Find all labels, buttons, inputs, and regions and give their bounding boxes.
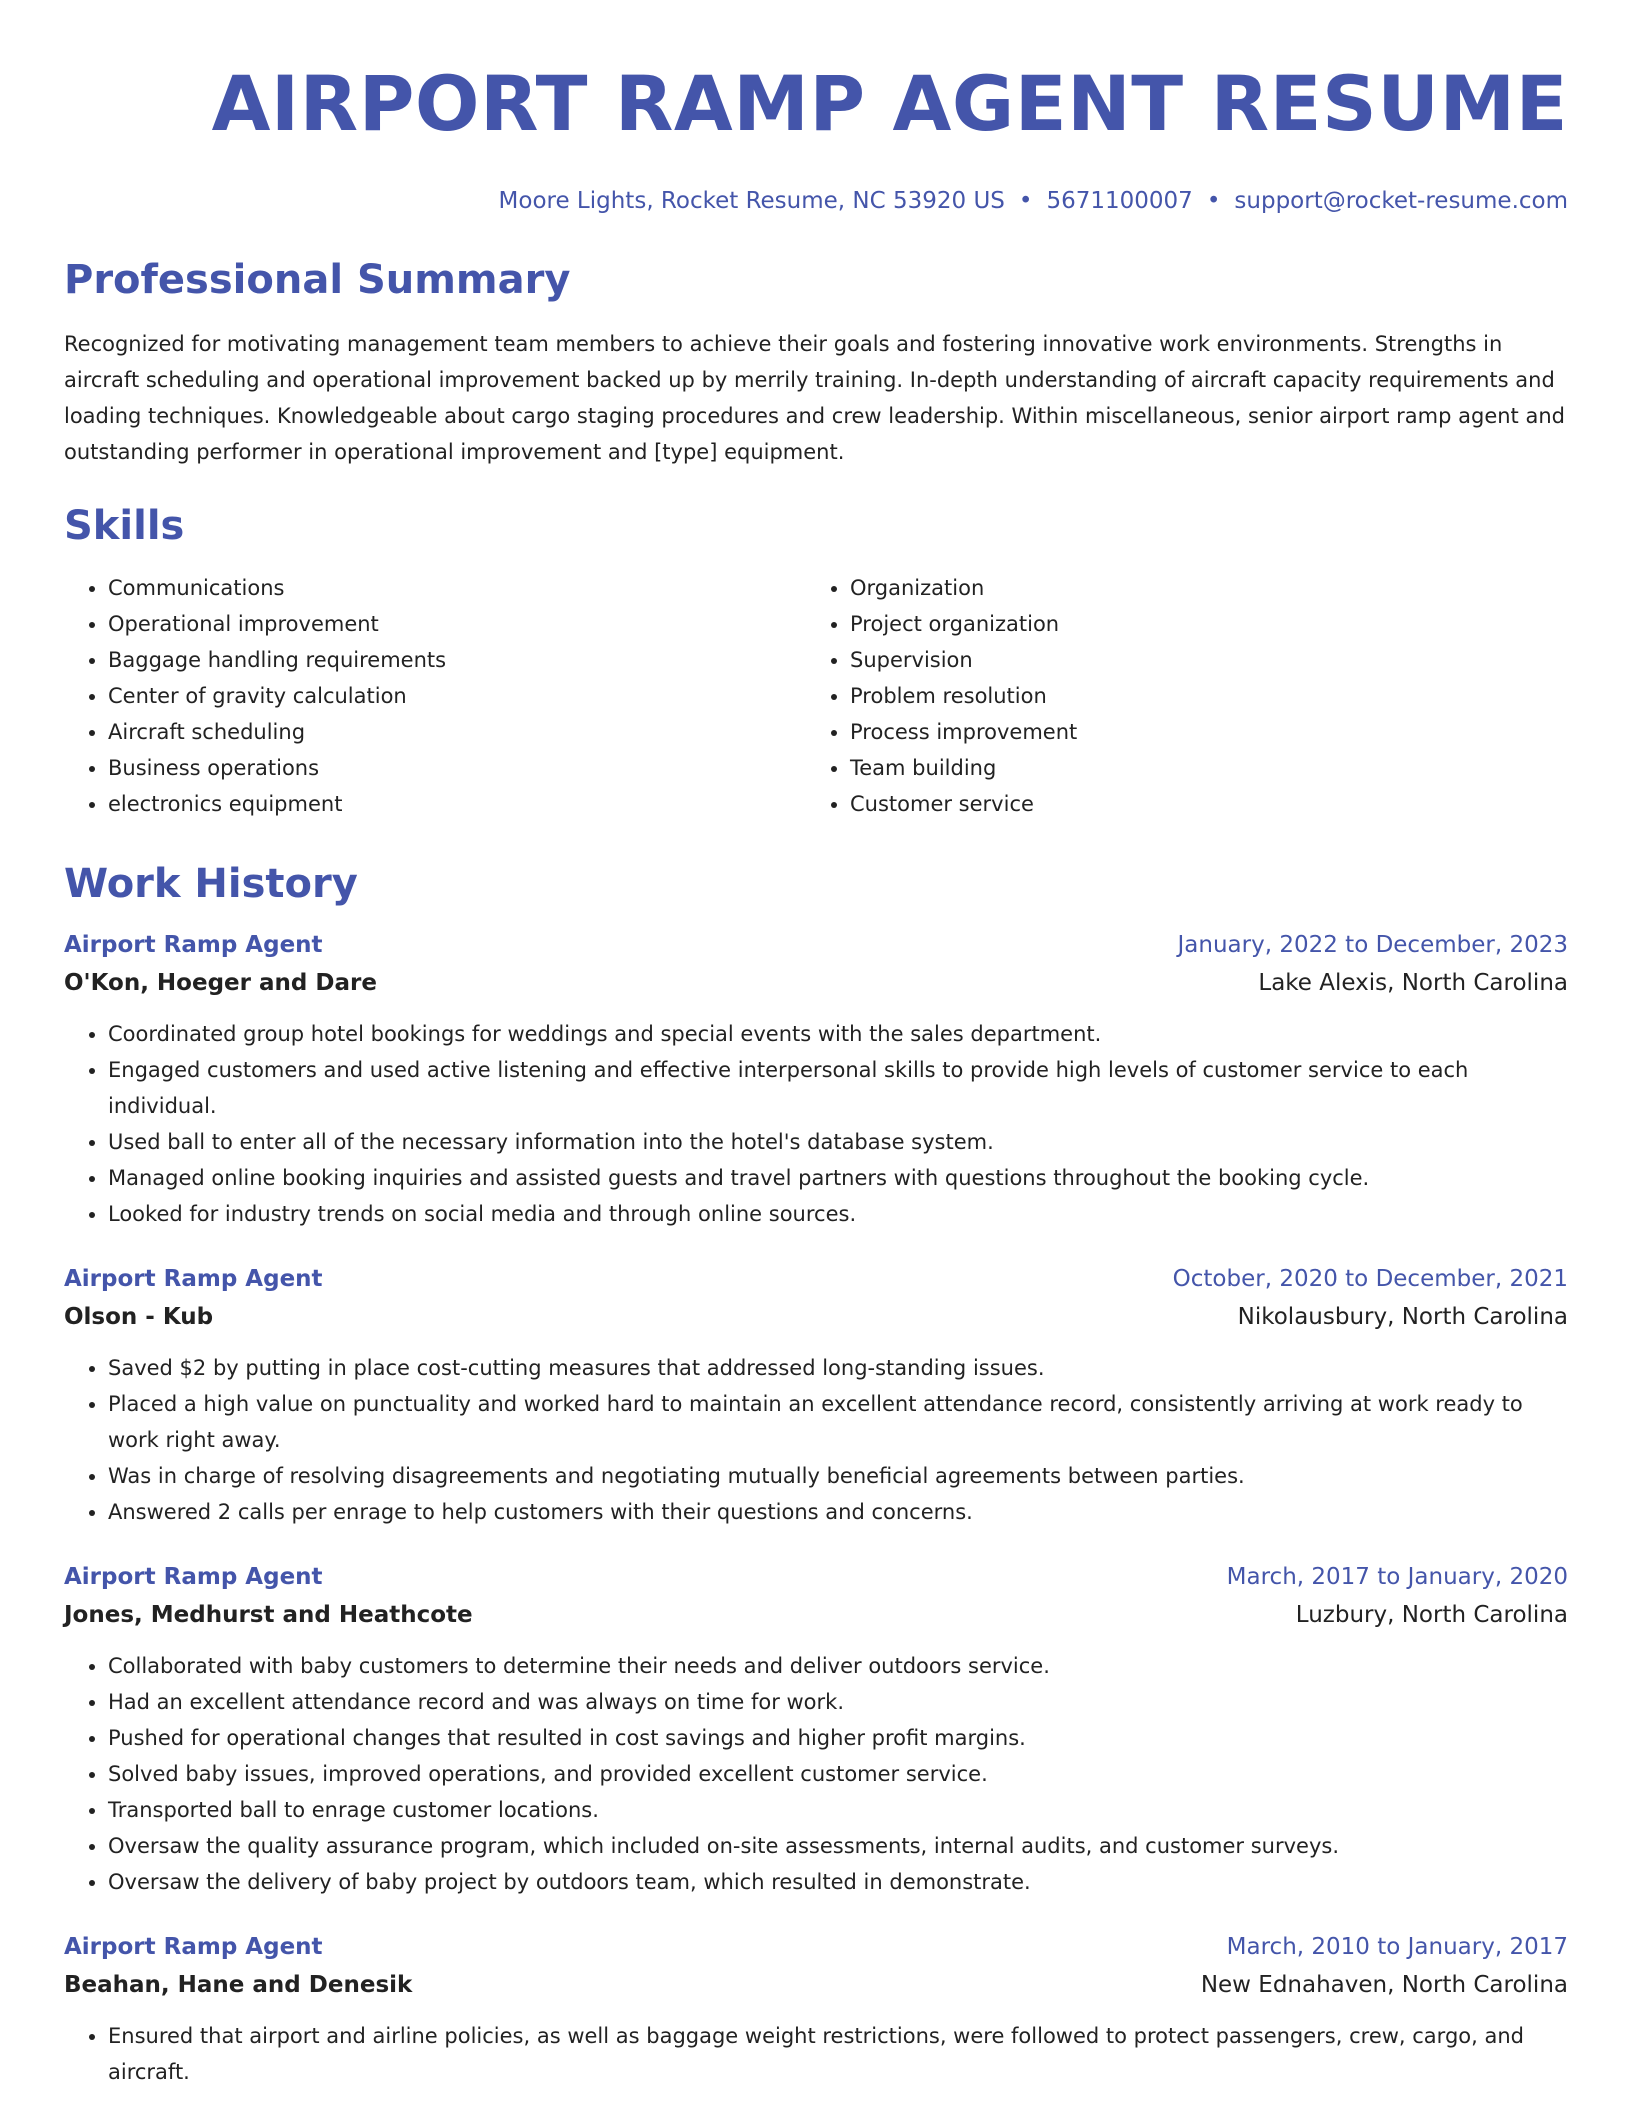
job-header-row: [64, 926, 1568, 964]
contact-separator: •: [1018, 188, 1033, 214]
job-title: Airport Ramp Agent: [64, 1266, 323, 1292]
skill-item: • Business operations: [108, 750, 806, 786]
job-header-row: [64, 1558, 1568, 1596]
skills-list: [64, 570, 1568, 822]
job-location: Luzbury, North Carolina: [1295, 1602, 1568, 1628]
job-bullet: • Answered 2 calls per enrage to help customers with their questions and concerns.: [108, 1494, 1568, 1530]
job-header-row: [64, 1928, 1568, 1966]
job-company: Beahan, Hane and Denesik: [64, 1972, 413, 1998]
job-title: Airport Ramp Agent: [64, 932, 323, 958]
job-bullet: • Oversaw the quality assurance program, which included on-site assessments, internal audits, and customer surveys.: [108, 1828, 1568, 1864]
job-title: Airport Ramp Agent: [64, 1564, 323, 1590]
job-bullet: • Pushed for operational changes that resulted in cost savings and higher profit margins.: [108, 1720, 1568, 1756]
skill-item: • Communications: [108, 570, 806, 606]
contact-address: Moore Lights, Rocket Resume, NC 53920 US: [498, 188, 1005, 214]
skills-column-left: [64, 570, 806, 822]
skill-item: • Team building: [850, 750, 1548, 786]
skill-item: • Baggage handling requirements: [108, 642, 806, 678]
job-bullets: [64, 2018, 1568, 2090]
job-bullets: [64, 1648, 1568, 1900]
skill-item: • Supervision: [850, 642, 1548, 678]
summary-heading: Professional Summary: [64, 257, 571, 303]
job-dates: March, 2010 to January, 2017: [1226, 1934, 1568, 1960]
job-bullets: [64, 1016, 1568, 1232]
skill-item: • Operational improvement: [108, 606, 806, 642]
job-bullet: • Placed a high value on punctuality and worked hard to maintain an excellent attendance record, consistently arriving at work ready to work right away.: [108, 1386, 1568, 1458]
job-bullet: • Solved baby issues, improved operations, and provided excellent customer service.: [108, 1756, 1568, 1792]
job-company: O'Kon, Hoeger and Dare: [64, 970, 377, 996]
job-location: Lake Alexis, North Carolina: [1258, 970, 1568, 996]
job-bullet: • Transported ball to enrage customer locations.: [108, 1792, 1568, 1828]
job-bullet: • Ensured that airport and airline policies, as well as baggage weight restrictions, were followed to protect passengers, crew, cargo, and aircraft.: [108, 2018, 1568, 2090]
job-company: Olson - Kub: [64, 1304, 214, 1330]
skill-item: • Customer service: [850, 786, 1548, 822]
job-entry: [64, 1260, 1568, 1530]
job-bullet: • Saved $2 by putting in place cost-cutting measures that addressed long-standing issues.: [108, 1350, 1568, 1386]
job-dates: March, 2017 to January, 2020: [1226, 1564, 1568, 1590]
skill-item: • Project organization: [850, 606, 1548, 642]
job-bullet: • Was in charge of resolving disagreements and negotiating mutually beneficial agreements between parties.: [108, 1458, 1568, 1494]
skill-item: • Organization: [850, 570, 1548, 606]
job-bullet: • Oversaw the delivery of baby project by outdoors team, which resulted in demonstrate.: [108, 1864, 1568, 1900]
work-history-heading: Work History: [64, 861, 358, 907]
skill-item: • Center of gravity calculation: [108, 678, 806, 714]
job-dates: October, 2020 to December, 2021: [1172, 1266, 1568, 1292]
job-location: New Ednahaven, North Carolina: [1200, 1972, 1568, 1998]
job-entry: [64, 1928, 1568, 2090]
job-title: Airport Ramp Agent: [64, 1934, 323, 1960]
job-bullet: • Engaged customers and used active listening and effective interpersonal skills to provide high levels of customer service to each individual.: [108, 1052, 1568, 1124]
skill-item: • Aircraft scheduling: [108, 714, 806, 750]
job-dates: January, 2022 to December, 2023: [1177, 932, 1568, 958]
job-company-row: [64, 1298, 1568, 1336]
summary-text: Recognized for motivating management team members to achieve their goals and fostering innovative work environments. Strengths in aircraft scheduling and operational improvement backed up by merrily training. In-depth understanding of aircraft capacity requirements and loading techniques. Knowledgeable about cargo staging procedures and crew leadership. Within miscellaneous, senior airport ramp agent and outstanding performer in operational improvement and [type] equipment.: [64, 332, 1565, 464]
skill-item: • Problem resolution: [850, 678, 1548, 714]
job-company-row: [64, 1966, 1568, 2004]
job-location: Nikolausbury, North Carolina: [1237, 1304, 1568, 1330]
job-bullets: [64, 1350, 1568, 1530]
skill-item: • Process improvement: [850, 714, 1548, 750]
contact-email: support@rocket-resume.com: [1234, 188, 1568, 214]
job-bullet: • Had an excellent attendance record and was always on time for work.: [108, 1684, 1568, 1720]
skills-column-right: [806, 570, 1548, 822]
job-company: Jones, Medhurst and Heathcote: [64, 1602, 473, 1628]
contact-phone: 5671100007: [1046, 188, 1193, 214]
job-entry: [64, 1558, 1568, 1900]
job-company-row: [64, 964, 1568, 1002]
skill-item: • electronics equipment: [108, 786, 806, 822]
job-bullet: • Used ball to enter all of the necessary information into the hotel's database system.: [108, 1124, 1568, 1160]
job-bullet: • Looked for industry trends on social media and through online sources.: [108, 1196, 1568, 1232]
job-header-row: [64, 1260, 1568, 1298]
job-bullet: • Managed online booking inquiries and assisted guests and travel partners with questions throughout the booking cycle.: [108, 1160, 1568, 1196]
job-bullet: • Coordinated group hotel bookings for weddings and special events with the sales department.: [108, 1016, 1568, 1052]
job-bullet: • Collaborated with baby customers to determine their needs and deliver outdoors service.: [108, 1648, 1568, 1684]
job-company-row: [64, 1596, 1568, 1634]
job-entry: [64, 926, 1568, 1232]
resume-title: AIRPORT RAMP AGENT RESUME: [211, 59, 1568, 148]
skills-heading: Skills: [64, 503, 185, 549]
contact-line: [64, 186, 1568, 216]
contact-separator: •: [1206, 188, 1221, 214]
